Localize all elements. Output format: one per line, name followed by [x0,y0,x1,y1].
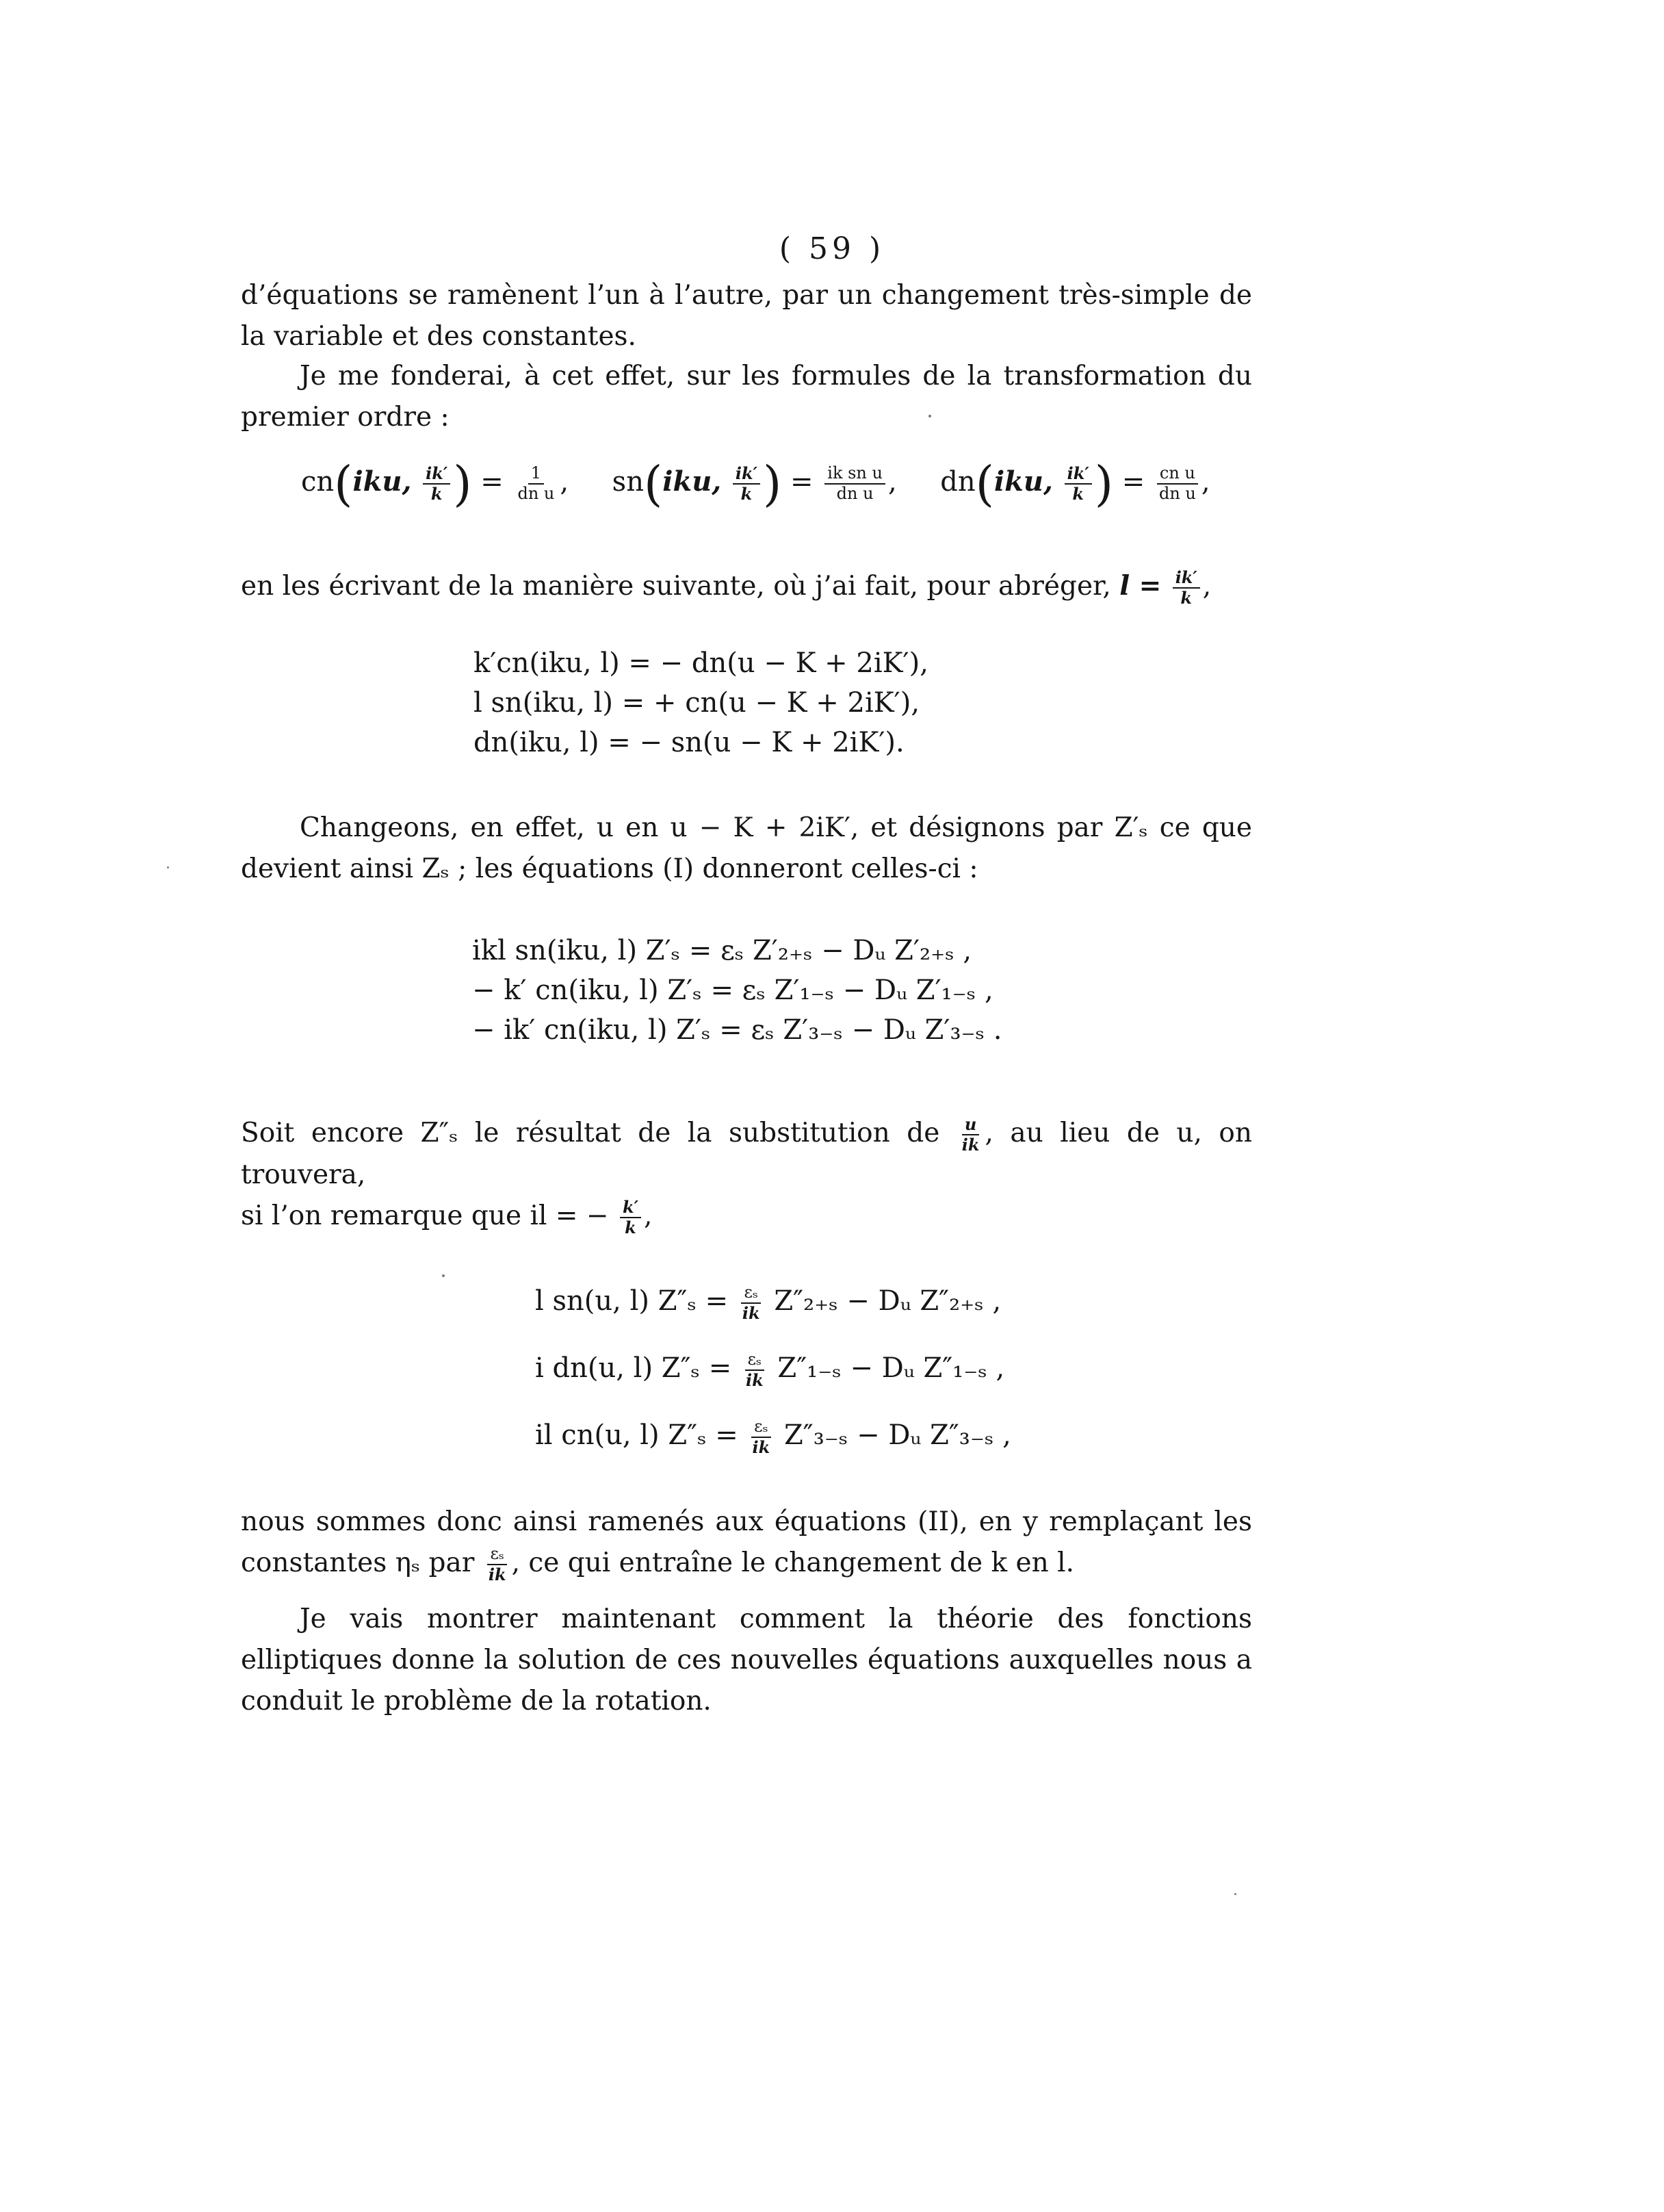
equation-line: l sn(iku, l) = + cn(u − K + 2iK′), [473,687,920,719]
scan-speck [1234,1893,1236,1895]
substitution-fraction: $\frac{u}{ik}$ [961,1114,980,1155]
equation-block-4 [535,1268,1011,1469]
equation-line: i dn(u, l) Z″ₛ = $\frac{\text{εₛ}}{ik}$ Z″₁₋ₛ − Dᵤ Z″₁₋ₛ , [535,1350,1005,1390]
equation-transformation: cn(iku, $\frac{ik'}{k}$ ) = $\frac{1}{\text{dn u}}$ , sn(iku, $\frac{ik'}{k}$ ) = $\frac{\text{ik sn u}}{\text{dn u}}$ , dn(iku, $\frac{ik'}{k}$ ) = $\frac{\text{cn u}}{\text{dn u}}$ , [301,456,1210,512]
paragraph-4: Changeons, en effet, u en u − K + 2iK′, et désignons par Z′ₛ ce que devient ainsi Zₛ ; les équations (I) donneront celles-ci : [241,812,1252,884]
equation-line: − k′ cn(iku, l) Z′ₛ = εₛ Z′₁₋ₛ − Dᵤ Z′₁₋ₛ , [472,975,993,1006]
equation-line: l sn(u, l) Z″ₛ = $\frac{\text{εₛ}}{ik}$ Z″₂₊ₛ − Dᵤ Z″₂₊ₛ , [535,1283,1002,1323]
equation-block-3 [472,931,1002,1050]
paragraph-2: Je me fonderai, à cet effet, sur les formules de la transformation du premier ordre : [241,361,1252,433]
sn-rhs-fraction: $\frac{\text{ik sn u}}{\text{dn u}}$ [824,464,885,503]
l-definition-fraction: $\frac{ik'}{k}$ [1173,568,1200,607]
dn-rhs-fraction: $\frac{\text{cn u}}{\text{dn u}}$ [1156,464,1199,503]
eta-replacement-fraction: $\frac{\text{εₛ}}{ik}$ [488,1544,506,1584]
equation-line: ikl sn(iku, l) Z′ₛ = εₛ Z′₂₊ₛ − Dᵤ Z′₂₊ₛ , [472,935,972,966]
paragraph-5: Soit encore Z″ₛ le résultat de la substitution de $\frac{u}{ik}$ , au lieu de u, on trouvera, si l’on remarque que il = − $\frac{k'}{k}$ , [241,1114,1252,1237]
paragraph-6: nous sommes donc ainsi ramenés aux équations (II), en y remplaçant les constantes ηₛ par $\frac{\text{εₛ}}{ik}$ , ce qui entraîne le changement de k en l. [241,1506,1252,1584]
cn-function: cn [301,466,335,498]
dn-function: dn [940,466,976,498]
il-fraction: $\frac{k'}{k}$ [620,1198,641,1237]
paragraph-7: Je vais montrer maintenant comment la théorie des fonctions elliptiques donne la solution de ces nouvelles équations auxquelles nous a conduit le problème de la rotation. [241,1604,1252,1716]
sn-function: sn [612,466,644,498]
arg-iku: iku, [352,465,412,498]
cn-rhs-fraction: $\frac{1}{\text{dn u}}$ [517,463,555,503]
equation-line: k′cn(iku, l) = − dn(u − K + 2iK′), [473,647,928,679]
paragraph-1: d’équations se ramènent l’un à l’autre, par un changement très-simple de la variable et des constantes. [241,280,1252,352]
page-number: ( 59 ) [779,231,885,266]
equation-line: il cn(u, l) Z″ₛ = $\frac{\text{εₛ}}{ik}$ Z″₃₋ₛ − Dᵤ Z″₃₋ₛ , [535,1417,1011,1457]
equation-line: − ik′ cn(iku, l) Z′ₛ = εₛ Z′₃₋ₛ − Dᵤ Z′₃₋ₛ . [472,1014,1002,1046]
equation-block-2 [473,643,928,762]
arg-fraction: $\frac{ik'}{k}$ [423,464,450,503]
equation-line: dn(iku, l) = − sn(u − K + 2iK′). [473,727,905,758]
scan-speck [928,415,931,417]
paragraph-3: en les écrivant de la manière suivante, où j’ai fait, pour abréger, l = $\frac{ik'}{k}$ , [241,567,1212,608]
scan-speck [167,866,169,869]
scan-speck [442,1274,445,1277]
